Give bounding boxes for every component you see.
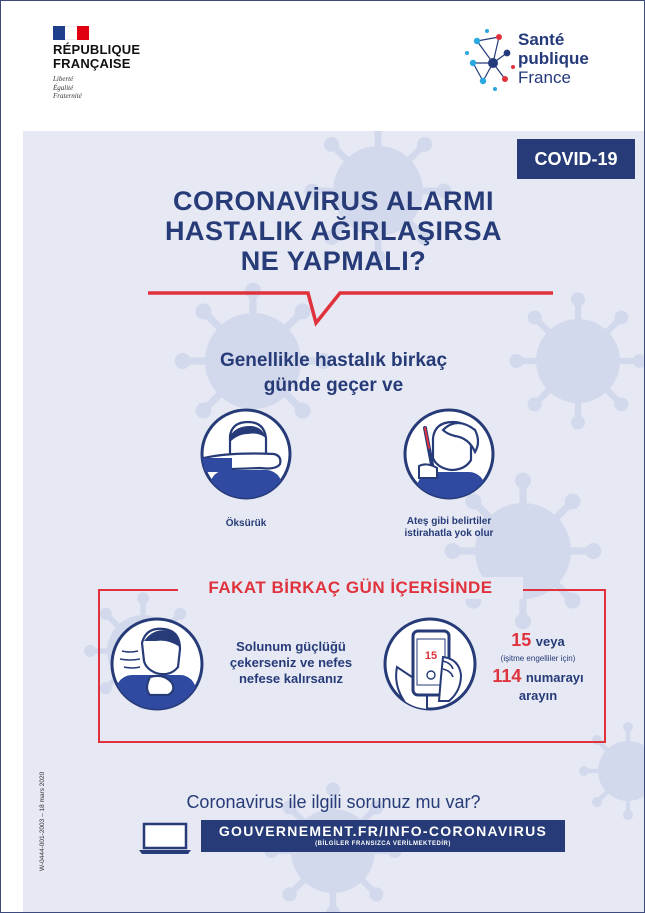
spf-line2: publique	[518, 49, 589, 68]
fever-icon	[403, 408, 495, 500]
republique-francaise-logo-text	[53, 43, 140, 71]
cough-icon	[200, 408, 292, 500]
call-word-arayin: arayın	[518, 688, 558, 703]
breathing-line3: nefese kalırsanız	[238, 671, 344, 686]
call-number-114: 114	[492, 666, 522, 686]
subtitle-line2: günde geçer ve	[263, 375, 404, 396]
laptop-icon	[137, 821, 193, 855]
phone-screen-number: 15	[424, 650, 438, 662]
symptom-caption-cough	[180, 518, 312, 530]
breathing-difficulty-icon	[110, 617, 204, 711]
breathing-line1: Solunum güçlüğü	[236, 639, 346, 654]
title-line2: HASTALIK AĞIRLAŞIRSA	[165, 216, 502, 246]
french-flag-icon	[53, 26, 89, 40]
warning-title: FAKAT BİRKAÇ GÜN İÇERİSİNDE	[178, 577, 523, 599]
subtitle	[23, 348, 644, 398]
symptom-caption-fever	[379, 516, 519, 540]
breathing-line2: çekerseniz ve nefes	[229, 655, 353, 670]
title-line1: CORONAVİRUS ALARMI	[173, 186, 494, 216]
header	[1, 1, 644, 131]
footer-question: Coronavirus ile ilgili sorunuz mu var?	[186, 792, 481, 812]
call-word-numarayi: numarayı	[525, 670, 584, 685]
phone-call-icon	[383, 617, 477, 711]
covid-19-badge: COVID-19	[517, 139, 635, 179]
motto-liberte: Liberté	[53, 75, 74, 83]
page-title	[23, 186, 644, 276]
republic-line1: RÉPUBLIQUE	[53, 42, 141, 57]
spf-line3: France	[518, 68, 571, 87]
poster-panel	[23, 131, 644, 912]
reference-code	[39, 741, 49, 871]
call-number-15: 15	[511, 630, 532, 650]
info-url[interactable]: GOUVERNEMENT.FR/INFO-CORONAVIRUS	[218, 823, 548, 839]
motto-egalite: Égalité	[53, 83, 74, 92]
title-line3: NE YAPMALI?	[240, 246, 427, 276]
fever-caption-line1: Ateş gibi belirtiler	[406, 516, 492, 527]
call-word-or: veya	[535, 634, 565, 649]
sante-publique-france-logo-icon	[463, 23, 518, 93]
cough-caption-line: Öksürük	[225, 518, 267, 529]
republic-motto	[53, 75, 82, 101]
spf-logo-text	[518, 30, 589, 87]
subtitle-line1: Genellikle hastalık birkaç	[219, 350, 448, 371]
republic-line2: FRANÇAISE	[53, 56, 131, 71]
call-note: (işitme engelliler için)	[500, 654, 576, 663]
info-url-banner[interactable]	[201, 820, 565, 852]
motto-fraternite: Fraternité	[53, 92, 82, 100]
info-url-note: (BİLGİLER FRANSIZCA VERİLMEKTEDİR)	[315, 841, 451, 847]
breathing-difficulty-text	[216, 639, 366, 687]
spf-line1: Santé	[518, 30, 565, 49]
emergency-call-info	[478, 629, 598, 703]
reference-code-text: W-0444-001-2003 – 18 mars 2020	[39, 771, 46, 871]
fever-caption-line2: istirahatla yok olur	[404, 528, 494, 539]
speech-bubble-divider-icon	[148, 281, 553, 331]
